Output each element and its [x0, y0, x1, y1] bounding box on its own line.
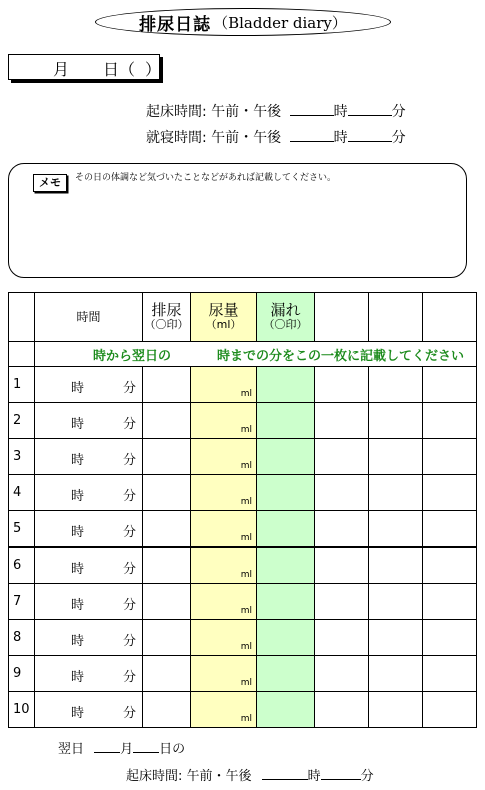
time-cell[interactable]	[35, 656, 143, 692]
header-extra-1	[315, 293, 369, 342]
minute-label: 分	[123, 453, 137, 468]
minute-label: 分	[123, 525, 137, 540]
extra-cell-1[interactable]	[315, 692, 369, 728]
memo-box[interactable]	[8, 163, 467, 278]
minute-label: 分	[123, 562, 137, 577]
table-row	[9, 439, 477, 475]
hour-label: 時	[71, 525, 85, 540]
header-extra-2	[369, 293, 423, 342]
time-cell[interactable]	[35, 511, 143, 548]
time-cell[interactable]	[35, 439, 143, 475]
footer-wake-minute-label: 分	[360, 769, 374, 784]
hour-label: 時	[71, 670, 85, 685]
unit-ml: ml	[240, 425, 252, 435]
extra-cell-2[interactable]	[369, 511, 423, 548]
leak-cell[interactable]	[257, 547, 315, 584]
date-close-paren: ）	[145, 60, 162, 79]
minute-label: 分	[123, 706, 137, 721]
sleep-minute-label: 分	[391, 130, 406, 146]
leak-cell[interactable]	[257, 439, 315, 475]
footer-wake-minute-blank[interactable]	[321, 767, 361, 780]
period-end-text: 時までの分をこの一枚に記載してください	[217, 348, 465, 364]
unit-ml: ml	[240, 461, 252, 471]
time-cell[interactable]	[35, 403, 143, 439]
time-cell[interactable]	[35, 692, 143, 728]
table-row	[9, 620, 477, 656]
extra-cell-2[interactable]	[369, 403, 423, 439]
volume-cell[interactable]	[191, 367, 257, 403]
volume-cell[interactable]	[191, 547, 257, 584]
footer-month-label: 月	[120, 742, 134, 757]
minute-label: 分	[123, 598, 137, 613]
hour-label: 時	[71, 417, 85, 432]
unit-ml: ml	[240, 642, 252, 652]
extra-cell-2[interactable]	[369, 584, 423, 620]
header-volume: 尿量 （ml）	[191, 293, 257, 342]
volume-cell[interactable]	[191, 584, 257, 620]
header-extra-3	[423, 293, 477, 342]
footer-day-label: 日の	[159, 742, 186, 757]
period-instruction-row	[9, 342, 477, 367]
leak-cell[interactable]	[257, 584, 315, 620]
row-number: 7	[9, 584, 35, 620]
footer-wake-line	[126, 765, 374, 784]
wake-time-label: 起床時間: 午前・午後	[146, 104, 282, 120]
memo-instruction: その日の体調など気づいたことなどがあれば記載してください。	[75, 173, 337, 183]
sleep-time-line	[146, 127, 406, 147]
leak-cell[interactable]	[257, 692, 315, 728]
volume-cell[interactable]	[191, 511, 257, 548]
extra-cell-2[interactable]	[369, 367, 423, 403]
wake-hour-blank[interactable]	[290, 103, 334, 116]
volume-cell[interactable]	[191, 439, 257, 475]
extra-cell-1[interactable]	[315, 475, 369, 511]
header-number-cell	[9, 293, 35, 342]
leak-cell[interactable]	[257, 511, 315, 548]
hour-label: 時	[71, 706, 85, 721]
row-number: 3	[9, 439, 35, 475]
void-cell[interactable]	[143, 584, 191, 620]
extra-cell-3[interactable]	[423, 656, 477, 692]
wake-hour-label: 時	[333, 104, 348, 120]
extra-cell-1[interactable]	[315, 439, 369, 475]
unit-ml: ml	[240, 678, 252, 688]
extra-cell-3[interactable]	[423, 511, 477, 548]
header-time: 時間	[35, 293, 143, 342]
row-number: 10	[9, 692, 35, 728]
void-cell[interactable]	[143, 656, 191, 692]
date-month-label: 月	[53, 60, 70, 79]
document-title	[95, 8, 391, 36]
minute-label: 分	[123, 381, 137, 396]
hour-label: 時	[71, 634, 85, 649]
time-cell[interactable]	[35, 547, 143, 584]
table-row	[9, 547, 477, 584]
time-cell[interactable]	[35, 620, 143, 656]
extra-cell-3[interactable]	[423, 403, 477, 439]
void-cell[interactable]	[143, 403, 191, 439]
leak-cell[interactable]	[257, 656, 315, 692]
date-day-label: 日（	[103, 60, 136, 79]
unit-ml: ml	[240, 714, 252, 724]
unit-ml: ml	[240, 497, 252, 507]
volume-cell[interactable]	[191, 620, 257, 656]
table-row	[9, 403, 477, 439]
extra-cell-1[interactable]	[315, 656, 369, 692]
table-row	[9, 692, 477, 728]
extra-cell-1[interactable]	[315, 367, 369, 403]
void-cell[interactable]	[143, 475, 191, 511]
extra-cell-1[interactable]	[315, 547, 369, 584]
title-en: （Bladder diary）	[213, 13, 347, 32]
minute-label: 分	[123, 634, 137, 649]
void-cell[interactable]	[143, 547, 191, 584]
title-jp: 排尿日誌	[139, 14, 212, 35]
hour-label: 時	[71, 562, 85, 577]
unit-ml: ml	[240, 606, 252, 616]
hour-label: 時	[71, 453, 85, 468]
sleep-hour-blank[interactable]	[290, 129, 334, 142]
unit-ml: ml	[240, 533, 252, 543]
extra-cell-1[interactable]	[315, 584, 369, 620]
leak-cell[interactable]	[257, 403, 315, 439]
extra-cell-3[interactable]	[423, 475, 477, 511]
footer-month-blank[interactable]	[94, 740, 120, 753]
time-cell[interactable]	[35, 367, 143, 403]
period-start-text: 時から翌日の	[93, 348, 172, 364]
extra-cell-2[interactable]	[369, 692, 423, 728]
sleep-hour-label: 時	[333, 130, 348, 146]
minute-label: 分	[123, 489, 137, 504]
time-cell[interactable]	[35, 584, 143, 620]
diary-table	[8, 292, 477, 728]
table-row	[9, 584, 477, 620]
table-row	[9, 656, 477, 692]
hour-label: 時	[71, 381, 85, 396]
void-cell[interactable]	[143, 511, 191, 548]
void-cell[interactable]	[143, 367, 191, 403]
footer-day-blank[interactable]	[133, 740, 159, 753]
row-number: 8	[9, 620, 35, 656]
table-row	[9, 511, 477, 548]
unit-ml: ml	[240, 389, 252, 399]
volume-cell[interactable]	[191, 656, 257, 692]
void-cell[interactable]	[143, 439, 191, 475]
memo-label: メモ	[33, 174, 67, 192]
wake-minute-blank[interactable]	[348, 103, 392, 116]
minute-label: 分	[123, 670, 137, 685]
header-void: 排尿 （〇印）	[143, 293, 191, 342]
extra-cell-1[interactable]	[315, 620, 369, 656]
volume-cell[interactable]	[191, 692, 257, 728]
extra-cell-1[interactable]	[315, 403, 369, 439]
footer-wake-hour-label: 時	[307, 769, 321, 784]
time-cell[interactable]	[35, 475, 143, 511]
leak-cell[interactable]	[257, 367, 315, 403]
table-row	[9, 475, 477, 511]
footer-wake-hour-blank[interactable]	[262, 767, 308, 780]
sleep-minute-blank[interactable]	[348, 129, 392, 142]
extra-cell-2[interactable]	[369, 547, 423, 584]
footer-next-day-line	[58, 738, 185, 757]
extra-cell-2[interactable]	[369, 439, 423, 475]
unit-ml: ml	[240, 570, 252, 580]
extra-cell-3[interactable]	[423, 620, 477, 656]
sleep-time-label: 就寝時間: 午前・午後	[146, 130, 282, 146]
wake-time-line	[146, 101, 406, 121]
void-cell[interactable]	[143, 620, 191, 656]
extra-cell-3[interactable]	[423, 547, 477, 584]
date-box[interactable]	[8, 54, 160, 80]
table-row	[9, 367, 477, 403]
extra-cell-3[interactable]	[423, 367, 477, 403]
leak-cell[interactable]	[257, 475, 315, 511]
hour-label: 時	[71, 598, 85, 613]
row-number: 4	[9, 475, 35, 511]
table-header-row	[9, 293, 477, 342]
leak-cell[interactable]	[257, 620, 315, 656]
minute-label: 分	[123, 417, 137, 432]
extra-cell-2[interactable]	[369, 475, 423, 511]
row-number: 1	[9, 367, 35, 403]
extra-cell-2[interactable]	[369, 620, 423, 656]
wake-minute-label: 分	[391, 104, 406, 120]
footer-next-day-label: 翌日	[58, 742, 85, 757]
header-leak: 漏れ （〇印）	[257, 293, 315, 342]
extra-cell-3[interactable]	[423, 439, 477, 475]
row-number: 6	[9, 547, 35, 584]
footer-wake-label: 起床時間: 午前・午後	[126, 769, 252, 784]
row-number: 2	[9, 403, 35, 439]
extra-cell-2[interactable]	[369, 656, 423, 692]
hour-label: 時	[71, 489, 85, 504]
extra-cell-1[interactable]	[315, 511, 369, 548]
extra-cell-3[interactable]	[423, 692, 477, 728]
volume-cell[interactable]	[191, 475, 257, 511]
row-number: 5	[9, 511, 35, 548]
void-cell[interactable]	[143, 692, 191, 728]
volume-cell[interactable]	[191, 403, 257, 439]
extra-cell-3[interactable]	[423, 584, 477, 620]
row-number: 9	[9, 656, 35, 692]
